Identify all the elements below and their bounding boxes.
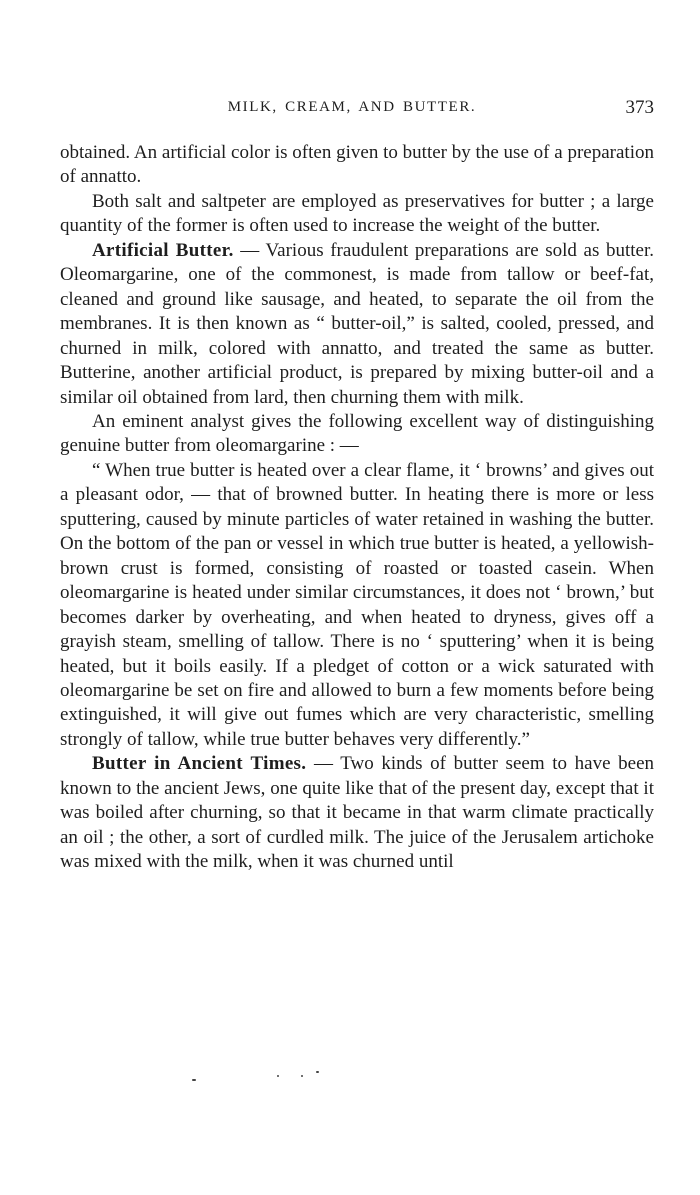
scan-speck [277,1075,279,1077]
paragraph-text: — Two kinds of butter seem to have been known to the ancient Jews, one quite like that of the present day, except that it was boiled after churning, so that it became in that warm climate practically an oil ; the other, a sort of curdled milk. The juice of the Jerusalem artichoke was mixed with the milk, when it was churned until [60,753,654,873]
paragraph-text: Both salt and saltpeter are employed as preservatives for butter ; a large quantity of the former is often used to increase the weight of the butter. [60,190,654,237]
scan-speck [301,1075,303,1077]
scan-speck [192,1079,196,1081]
body-text [60,141,654,875]
running-head: MILK, CREAM, AND BUTTER. [227,99,477,115]
page-number: 373 [625,97,654,118]
page-header [60,97,654,127]
paragraph-text: An eminent analyst gives the following excellent way of distinguishing genuine butter from oleomargarine : — [60,410,654,457]
paragraph-continuation [60,141,654,190]
scan-specks [0,1075,700,1095]
paragraph-text: “ When true butter is heated over a clear flame, it ‘ browns’ and gives out a pleasant odor, — that of browned butter. In heating there is more or less sputtering, caused by minute particles of water retained in washing the butter. On the bottom of the pan or vessel in which true butter is heated, a yellowish-brown crust is formed, consisting of roasted or toasted casein. When oleomargarine is heated under similar circumstances, it does not ‘ brown,’ but becomes darker by overheating, and when heated to dryness, gives off a grayish steam, smelling of tallow. There is no ‘ sputtering’ when it is being heated, but it boils easily. If a pledget of cotton or a wick saturated with oleomargarine be set on fire and allowed to burn a few moments before being extinguished, it will give out fumes which are very characteristic, smelling strongly of tallow, while true butter behaves very differently.” [60,459,654,750]
section-heading-artificial-butter: Artificial Butter. [92,239,234,261]
paragraph-analyst-quote [60,459,654,752]
paragraph-ancient-times [60,752,654,874]
paragraph-text: obtained. An artificial color is often given to butter by the use of a preparation of annatto. [60,142,654,188]
paragraph-artificial-butter [60,239,654,410]
scan-speck [316,1071,319,1073]
section-heading-ancient-times: Butter in Ancient Times. [92,753,307,775]
paragraph-text: — Various fraudulent preparations are sold as butter. Oleomargarine, one of the commonest, is made from tallow or beef-fat, cleaned and ground like sausage, and heated, to separate the oil from the membranes. It is then known as “ butter-oil,” is salted, cooled, pressed, and churned in milk, colored with annatto, and treated the same as butter. Butterine, another artificial product, is prepared by mixing butter-oil and a similar oil obtained from lard, then churning them with milk. [60,239,655,408]
paragraph-preservatives [60,190,654,239]
paragraph-analyst-intro [60,410,654,459]
